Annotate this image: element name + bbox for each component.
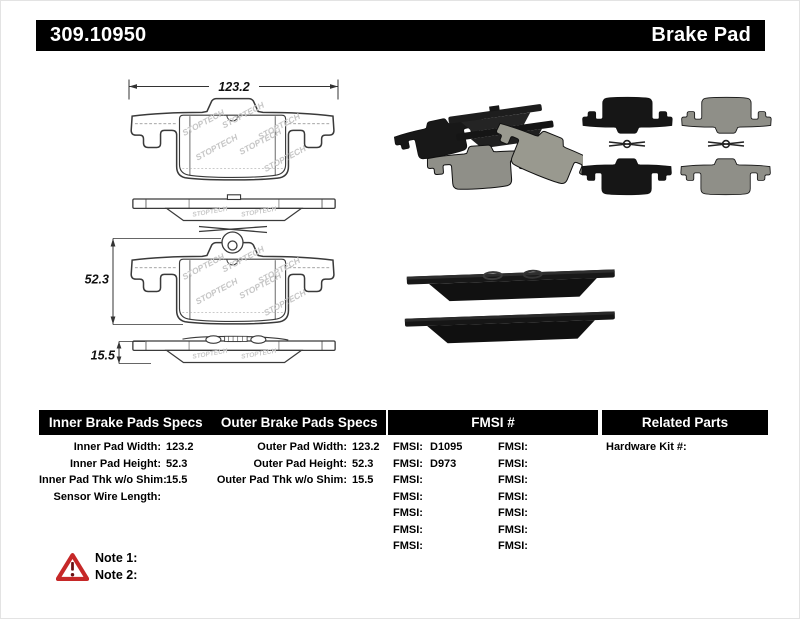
table-row: FMSI: xyxy=(393,540,423,552)
fmsi-header-bar xyxy=(388,410,598,435)
related-parts-table xyxy=(606,439,692,456)
technical-drawing xyxy=(71,69,361,387)
specs-header-bar xyxy=(39,410,386,435)
part-number: 309.10950 xyxy=(50,24,147,46)
related-parts-title: Related Parts xyxy=(641,415,729,430)
outer-specs-table xyxy=(211,439,380,489)
table-row: FMSI: D973 xyxy=(393,457,457,470)
pad-bottom-edge-view xyxy=(133,336,335,363)
dimension-height-label: 52.3 xyxy=(84,272,109,287)
inner-specs-title: Inner Brake Pads Specs xyxy=(48,415,203,430)
warning-triangle-icon xyxy=(56,552,89,582)
table-row: FMSI: xyxy=(393,523,423,536)
note-2-label: Note 2: xyxy=(95,568,138,582)
related-parts-header-bar xyxy=(602,410,768,435)
table-row: FMSI: xyxy=(393,474,423,486)
page-title: Brake Pad xyxy=(651,24,751,46)
dimension-width-label: 123.2 xyxy=(218,80,250,94)
table-row: FMSI: xyxy=(393,507,423,519)
table-row: Inner Pad Height: 52.3 xyxy=(69,457,188,470)
table-row: Hardware Kit #: xyxy=(606,441,687,453)
product-photo-pad-set xyxy=(391,97,583,199)
product-photo-pad-grid xyxy=(579,89,775,203)
table-row: FMSI: xyxy=(498,490,528,503)
table-row: FMSI: xyxy=(498,474,528,486)
table-row: Inner Pad Thk w/o Shim: 15.5 xyxy=(39,474,188,486)
fmsi-table-column-2 xyxy=(498,439,535,555)
table-row: FMSI: D1095 xyxy=(393,441,463,453)
pad-front-view xyxy=(131,99,334,180)
product-photo-pad-edges xyxy=(401,263,621,349)
dimension-thickness-label: 15.5 xyxy=(90,348,115,363)
spring-clips xyxy=(609,141,744,148)
inner-specs-table xyxy=(39,439,194,505)
note-1-label: Note 1: xyxy=(95,551,138,565)
table-row: Outer Pad Height: 52.3 xyxy=(253,457,374,470)
table-row: Sensor Wire Length: xyxy=(53,490,161,503)
outer-specs-title: Outer Brake Pads Specs xyxy=(220,415,378,430)
table-row: FMSI: xyxy=(498,523,528,536)
pad-top-edge-view xyxy=(133,195,335,221)
table-row: FMSI: xyxy=(393,490,423,503)
table-row: Outer Pad Thk w/o Shim: 15.5 xyxy=(216,474,374,486)
table-row: Inner Pad Width: 123.2 xyxy=(73,441,194,453)
fmsi-table-column-1 xyxy=(393,439,462,555)
header-bar xyxy=(36,20,765,51)
table-row: FMSI: xyxy=(498,507,528,519)
table-row: FMSI: xyxy=(498,457,528,470)
table-row: Outer Pad Width: 123.2 xyxy=(257,441,380,453)
table-row: FMSI: xyxy=(498,441,528,453)
pad-front-view-with-clip xyxy=(131,243,334,324)
table-row: FMSI: xyxy=(498,540,528,552)
fmsi-title: FMSI # xyxy=(471,415,515,430)
notes-block xyxy=(95,550,137,584)
